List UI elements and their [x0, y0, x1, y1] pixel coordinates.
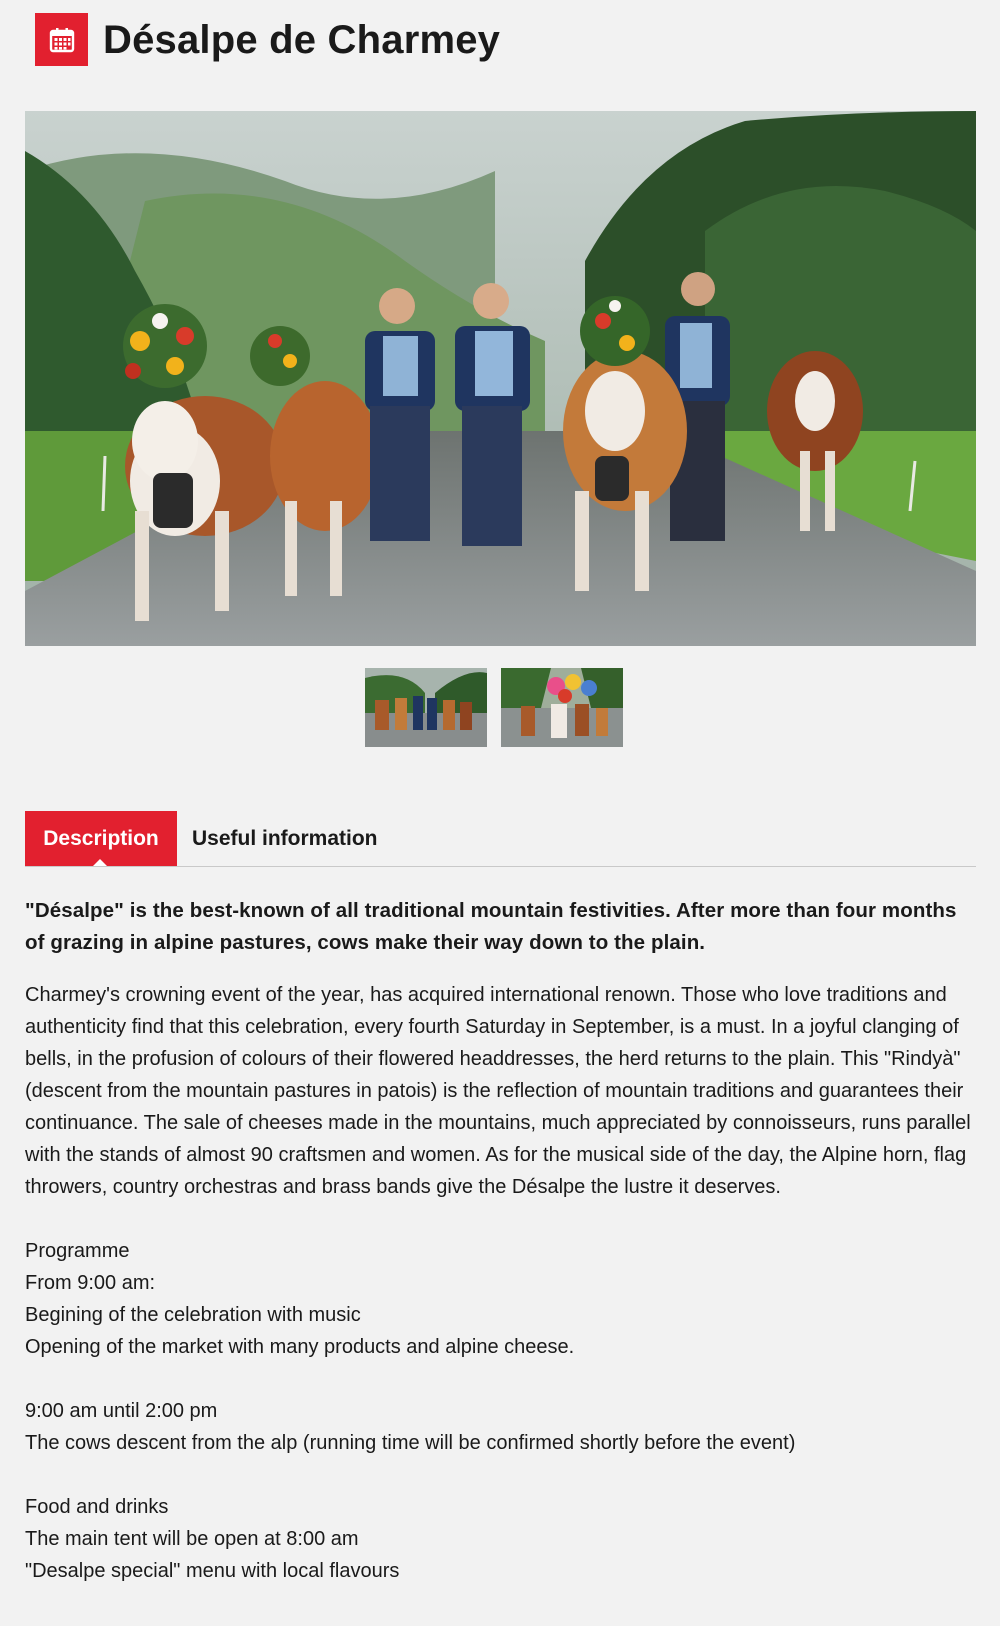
description-panel: [25, 895, 975, 1587]
body-paragraph: Charmey's crowning event of the year, has acquired international renown. Those who love traditions and authenticity find that this celebration, every fourth Saturday in September, is a must. In a joyful clanging of bells, in the profusion of colours of their flowered headdresses, the herd returns to the plain. This "Rindyà" (descent from the mountain pastures in patois) is the reflection of mountain traditions and guarantees their continuance. The sale of cheeses made in the mountains, much appreciated by connoisseurs, runs parallel with the stands of almost 90 craftsmen and women. As for the musical side of the day, the Alpine horn, flag throwers, country orchestras and brass bands give the Désalpe the lustre it deserves.: [25, 984, 971, 1198]
descent-time: 9:00 am until 2:00 pm: [25, 1400, 218, 1422]
tab-bar: [25, 811, 976, 867]
food-line: The main tent will be open at 8:00 am: [25, 1528, 359, 1550]
tab-description[interactable]: Description: [25, 811, 177, 866]
programme-line: From 9:00 am:: [25, 1272, 156, 1294]
lead-paragraph: "Désalpe" is the best-known of all traditional mountain festivities. After more than four months of grazing in alpine pastures, cows make their way down to the plain.: [25, 899, 957, 954]
food-section: [25, 1491, 975, 1587]
calendar-icon: [35, 13, 88, 66]
food-heading: Food and drinks: [25, 1496, 169, 1518]
descent-text: The cows descent from the alp (running time will be confirmed shortly before the event): [25, 1432, 796, 1454]
thumbnail-strip: [365, 668, 623, 747]
thumbnail-2[interactable]: [501, 668, 623, 747]
tab-useful-information[interactable]: Useful information: [192, 826, 378, 850]
programme-heading: Programme: [25, 1240, 130, 1262]
programme-line: Opening of the market with many products and alpine cheese.: [25, 1336, 575, 1358]
programme-section: [25, 1235, 975, 1363]
page-title: Désalpe de Charmey: [103, 17, 501, 62]
page-header: [35, 13, 500, 66]
descent-section: [25, 1395, 975, 1459]
programme-line: Begining of the celebration with music: [25, 1304, 361, 1326]
thumbnail-1[interactable]: [365, 668, 487, 747]
main-image[interactable]: [25, 111, 976, 646]
food-line: "Desalpe special" menu with local flavours: [25, 1560, 400, 1582]
